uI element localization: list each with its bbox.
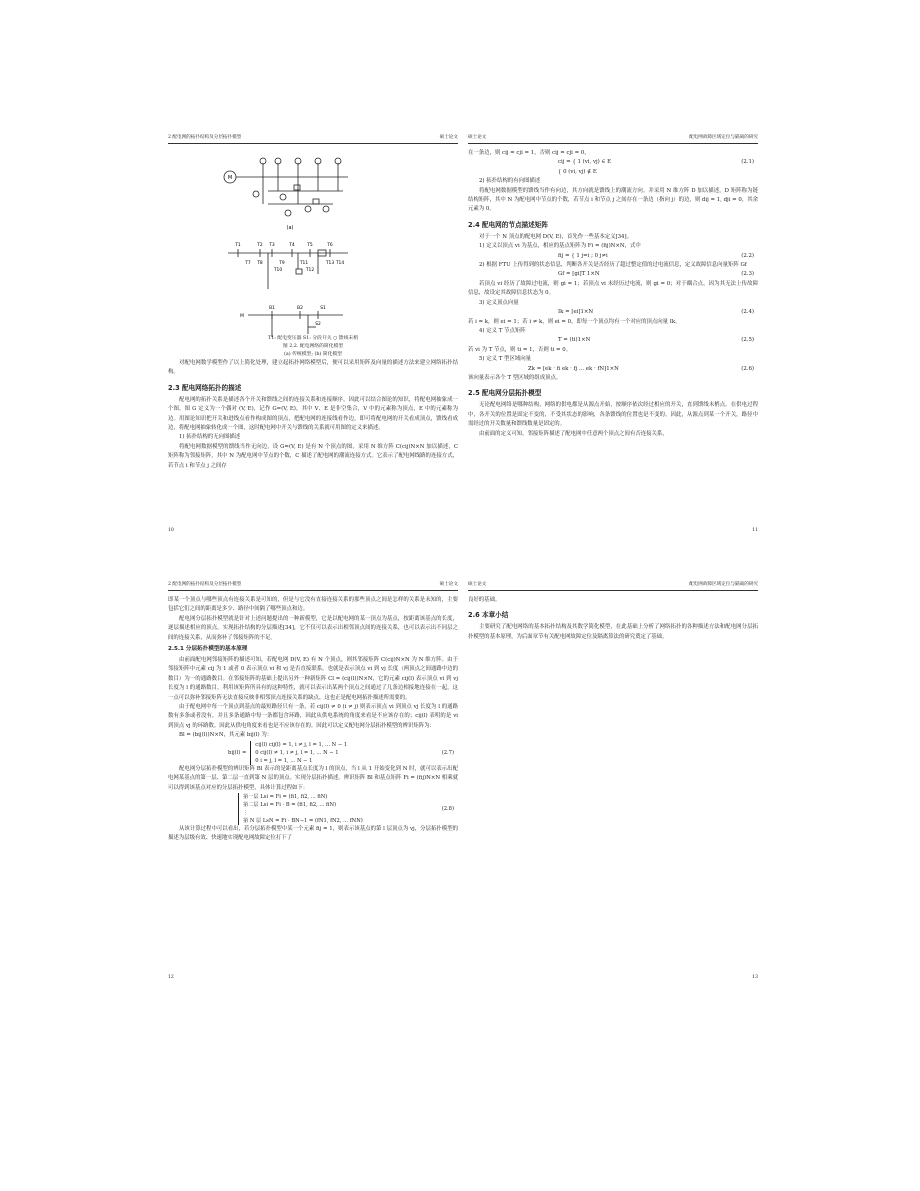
subsection-label: 2) 拓扑结构的有向图描述 xyxy=(479,178,541,185)
definition: 5) 定义 T 型区域向量 xyxy=(479,356,532,363)
header-right: 硕士论文 xyxy=(439,135,458,140)
paragraph: 由前面的定义可知，邻接矩阵描述了配电网中任意两个顶点之间有否连接关系， xyxy=(479,430,668,437)
paragraph: 良好的基础。 xyxy=(468,597,501,603)
equation-body: fij = { 1 j=i ; 0 j≠i xyxy=(558,252,608,259)
paragraph: 若 i = k，则 ei = 1；若 i ≠ k，则 ei = 0。即每一个顶点均有一个对应的顶点向量 Ik。 xyxy=(468,318,681,325)
document-page-10 xyxy=(168,133,458,533)
paragraph: 从该计算过程中可以看出，若分层拓扑模型中某一个元素 fij = 1，则表示该基点的第 l 层顶点为 vj，分层拓扑模型的描述为层级有效、快速地实现配电网故障定位打下了 xyxy=(168,825,458,842)
fig-a-label: (a) xyxy=(286,225,294,231)
t-label: T6 xyxy=(327,243,333,248)
equation-case: 0 cij(l) ≠ 1, i ≠ j, l = 1, ... N − 1 xyxy=(255,749,339,756)
equation-case: ⋮ xyxy=(243,809,249,816)
subsection-heading: 2.5.1 分层拓扑模型的基本原理 xyxy=(168,646,248,653)
equation-case: cij(l) cij(l) = 1, i ≠ j, l = 1, ... N − 1 xyxy=(255,741,348,748)
header-left: 硕士论文 xyxy=(468,582,487,587)
header-left: 2 配电网的拓扑结构及分层拓扑模型 xyxy=(168,582,242,587)
equation xyxy=(468,158,758,167)
paragraph: 对于一个 N 顶点的配电网 D(V, E)，首先作一些基本定义[34]。 xyxy=(479,233,632,240)
page-header xyxy=(468,133,758,144)
page-header xyxy=(168,580,458,591)
figure-caption: 图 2.2. 配电网络的简化模型 xyxy=(282,344,344,349)
equation-number: (2.2) xyxy=(741,252,754,259)
equation-number: (2.7) xyxy=(441,749,454,756)
equation-case: 第 N 层 LsN = Fi · BN−1 = (fN1, fN2, ... fNN) xyxy=(243,817,363,824)
figure-legend: T1: 配电变压器 S1: 分段开关 ○ 馈线末梢 xyxy=(268,336,358,341)
equation-number: (2.4) xyxy=(741,309,754,316)
definition: 4) 定义 T 节点矩阵 xyxy=(479,327,526,334)
header-right: 配电网故障区域定位与隔离的研究 xyxy=(689,582,758,587)
t-label: T4 xyxy=(289,243,295,248)
header-left: 2 配电网的拓扑结构及分层拓扑模型 xyxy=(168,135,242,140)
header-left: 硕士论文 xyxy=(468,135,487,140)
subsection-label: 1) 拓扑结构的无向图描述 xyxy=(179,434,241,441)
paragraph: 配电网分层拓扑模型就是针对上述问题提出的一种新模型，它是以配电网的某一顶点为基点，按距离该基点的长度，逐层描述相应的顶点。实现拓扑结构的分层描述[34]，它不仅可以表示出相邻顶点间的连接关系，也可以表示出不同层之间的连接关系，从而弥补了邻接矩阵的不足。 xyxy=(168,615,458,641)
equation-number: (2.5) xyxy=(741,337,754,344)
paragraph: 若顶点 vi 经历了故障过电流，则 gi = 1；若顶点 vi 未经历过电流，则 gi = 0；对于耦合点，因为其无法上传故障信息，故设定其故障信息状态为 0。 xyxy=(468,280,758,297)
t-label: T14 xyxy=(335,261,345,266)
paragraph: 该向量表示各个 T 型区域的组成顶点。 xyxy=(468,374,562,381)
equation xyxy=(468,270,758,279)
equation-number: (2.6) xyxy=(741,365,754,372)
definition: 2) 根据 FTU 上传得到的状态信息，判断各开关是否经历了超过整定值的过电流信息，定义故障信息向量矩阵 Gf xyxy=(479,262,747,269)
definition: 1) 定义以顶点 vi 为基点，相应的基点矩阵为 Fi = (fij)N×N，式中 xyxy=(479,243,641,250)
paragraph: 若 vi 为 T 节点，则 ti = 1，否则 ti = 0。 xyxy=(468,346,572,353)
page-number: 10 xyxy=(168,528,174,533)
figure-network-model xyxy=(168,149,458,339)
definition: 3) 定义顶点向量 xyxy=(479,299,519,306)
t-label: T2 xyxy=(257,243,263,248)
paragraph: 将配电网数据模型的馈线当作有向边，其方向就是馈线上的潮流方向。并采用 N 维方阵 D 加以描述，D 矩阵称为链结构矩阵，其中 N 为配电网中节点的个数，若节点 i 和节点 j 之间存在一条边（指向 j）的边，则 dij = 1, dji = 0，其余元素为 0。 xyxy=(468,187,758,213)
t-label: T13 xyxy=(325,261,335,266)
t-label: T10 xyxy=(273,268,283,273)
equation-number: (2.8) xyxy=(441,805,454,812)
t-label: T3 xyxy=(269,243,275,248)
equation-body: Zk = [ek · fi ek · fj ... ek · fN]1×N xyxy=(528,365,619,372)
motor-label-b: M xyxy=(240,314,244,319)
t-label: T12 xyxy=(305,268,315,273)
equation-body: T = (ti)1×N xyxy=(558,337,591,344)
equation-number: (2.3) xyxy=(741,271,754,278)
t-label: T11 xyxy=(299,261,309,266)
t-label: T7 xyxy=(245,261,251,266)
equation xyxy=(468,336,758,345)
paragraph: 主要研究了配电网络的基本拓扑结构及其数学简化模型，在此基础上分析了网络拓扑的各种描述方法和配电网分层拓扑模型的基本原理，为后面章节有关配电网故障定位及隔离算法的研究奠定了基础。 xyxy=(468,624,758,640)
equation-case: 第一层 Lsi = Fi = (fi1, fi2, ... fiN) xyxy=(243,793,328,800)
network-diagram xyxy=(168,149,458,339)
paragraph: 配电网分层拓扑模型的辨识矩阵 Bl 表示的是距离基点长度为 l 的顶点，当 l 从 1 开始变化到 N 时，就可以表示出配电网某基点的第一层、第二层一直到第 N 层的顶点。实现分层拓扑描述。辨识矩阵 Bl 和基点矩阵 Fi = (fij)N×N 相乘就可以得到该基点对应的分层拓扑模型，具体计算过程如下： xyxy=(168,765,458,791)
equation-case: 0 i = j, l = 1, ... N − 1 xyxy=(255,757,313,764)
equation-body: Ik = [ei]1×N xyxy=(558,309,594,316)
section-heading: 2.5 配电网分层拓扑模型 xyxy=(468,389,542,398)
equation-case: 第二层 Lsi = Fi · B = (fi1, fi2, ... fiN) xyxy=(243,801,337,808)
motor-label: M xyxy=(227,175,233,181)
equation-body: Gf = [gi]T 1×N xyxy=(558,271,600,278)
equation xyxy=(468,168,758,177)
section-heading: 2.4 配电网的节点描述矩阵 xyxy=(468,220,548,229)
equation xyxy=(468,308,758,317)
equation-number: (2.1) xyxy=(741,159,754,166)
equation-intro: Bl = (bij(l))N×N，其元素 bij(l) 为： xyxy=(179,732,273,739)
paragraph: 对配电网数学模型作了以上简化处理，建立起拓扑网络模型后，便可以采用矩阵及向量的描述方法来建立网络拓扑结构。 xyxy=(168,360,458,376)
figure-subcaption: (a) 传统模型; (b) 简化模型 xyxy=(284,352,342,357)
document-page-12 xyxy=(168,580,458,980)
page-number: 13 xyxy=(752,975,758,980)
header-right: 硕士论文 xyxy=(439,582,458,587)
header-right: 配电网故障区域定位与隔离的研究 xyxy=(689,135,758,140)
equation-2-8 xyxy=(168,793,458,825)
equation-lhs: bij(l) = xyxy=(228,749,247,756)
equation-body: cij = { 1 (vi, vj) ∈ E xyxy=(558,159,612,166)
page-header xyxy=(168,133,458,144)
paragraph: 即某一个顶点与哪些顶点有连接关系是可知的，但是与它没有直接连接关系的那些顶点之间是怎样的关系是未知的，主要包括它们之间的距离是多少、路径中间隔了哪些顶点和边。 xyxy=(168,597,458,613)
section-heading: 2.6 本章小结 xyxy=(468,611,509,620)
s2-label: S2 xyxy=(315,322,321,327)
t-label: T5 xyxy=(307,243,313,248)
page-header xyxy=(468,580,758,591)
paragraph: 在一条边，则 cij = cji = 1，否则 cij = cji = 0， xyxy=(468,150,590,156)
s1-label: S1 xyxy=(320,306,326,311)
equation-body: { 0 (vi, vj) ∉ E xyxy=(558,168,597,175)
paragraph: 配电网的拓扑关系是描述各个开关和馈线之间的连接关系和连接顺序，因此可以结合图论的知识，将配电网抽象成一个图。图 G 定义为一个偶对 (V, E)，记作 G=(V, E)，其中 V、E 是非空集合，V 中的元素称为顶点，E 中的元素称为边。用图论知识把开关和进线点看作构成图的顶点，把配电网的连接线看作边，即可将配电网的开关看成顶点，馈线看成边，将配电网抽象转化成一个图，这时配电网中开关与馈线的关系就可用图的定义来描述。 xyxy=(168,396,458,432)
b1-label: B1 xyxy=(269,306,275,311)
section-heading: 2.3 配电网络拓扑的描述 xyxy=(168,383,242,392)
page-number: 12 xyxy=(168,975,174,980)
paragraph: 无论配电网络是哪种结构，网络的供电都是从源点开始，按顺序依次经过相应的开关，直到馈线末梢点。在供电过程中，各开关的位置是固定不变的，不受其状态的影响，各条馈线的位置也是不变的。因此，从源点到某一个开关，路径中需经过的开关数量和馈线数量是固定的。 xyxy=(468,402,758,428)
page-number: 11 xyxy=(752,528,758,533)
t-label: T8 xyxy=(257,261,263,266)
document-page-13 xyxy=(468,580,758,980)
equation-2-7 xyxy=(168,741,458,765)
document-page-11 xyxy=(468,133,758,533)
equation xyxy=(468,365,758,374)
paragraph: 由于配电网中每一个顶点到基点的最短路径只有一条，若 cij(l) ≠ 0 (i ≠ j) 则表示顶点 vi 到顶点 vj 长度为 l 的通路数有多条或者没有，并且多条通路中每一条都包含环路，因此从供电系统的角度来看是不应该存在的；cij(l) 表明的是 vi 到顶点 vj 的环路数。因此从供电角度来看也是不应该存在的。因此可以定义配电网分层拓扑模型的辨识矩阵为： xyxy=(168,704,458,729)
b2-label: B2 xyxy=(297,306,303,311)
t-label: T9 xyxy=(279,261,285,266)
paragraph: 由前面配电网邻接矩阵的描述可知，若配电网 D(V, E) 有 N 个顶点，则其邻接矩阵 C(cij)N×N 为 N 维方阵。由于邻接矩阵中元素 cij 为 1 或者 0 表示顶点 vi 和 vj 是否直接联系，也就是表示顶点 vi 到 vj 长度（两顶点之间通路中边的数目）为一的通路数目。在邻接矩阵的基础上提出另外一种新矩阵 Cl = (cij(l))N×N，它的元素 cij(l) 表示顶点 vi 到 vj 长度为 l 的通路数目，利用该矩阵所具有的这种特性，就可以表示出某两个顶点之间通过了几条边相接地连接在一起，这一点可以弥补邻接矩阵无法直接反映非相邻顶点连接关系的缺点，这也正是配电网拓扑描述所需要的。 xyxy=(168,657,458,701)
equation xyxy=(468,252,758,261)
paragraph: 将配电网数据模型的馈线当作无向边，设 G=(V, E) 是有 N 个顶点的图，采用 N 维方阵 C(cij)N×N 加以描述，C 矩阵称为邻接矩阵，其中 N 为配电网中节点的个数，C 描述了配电网的潮流连接方式。它表示了配电网线路的连接方式，若节点 i 和节点 j 之间存 xyxy=(168,443,458,469)
t-label: T1 xyxy=(235,243,241,248)
